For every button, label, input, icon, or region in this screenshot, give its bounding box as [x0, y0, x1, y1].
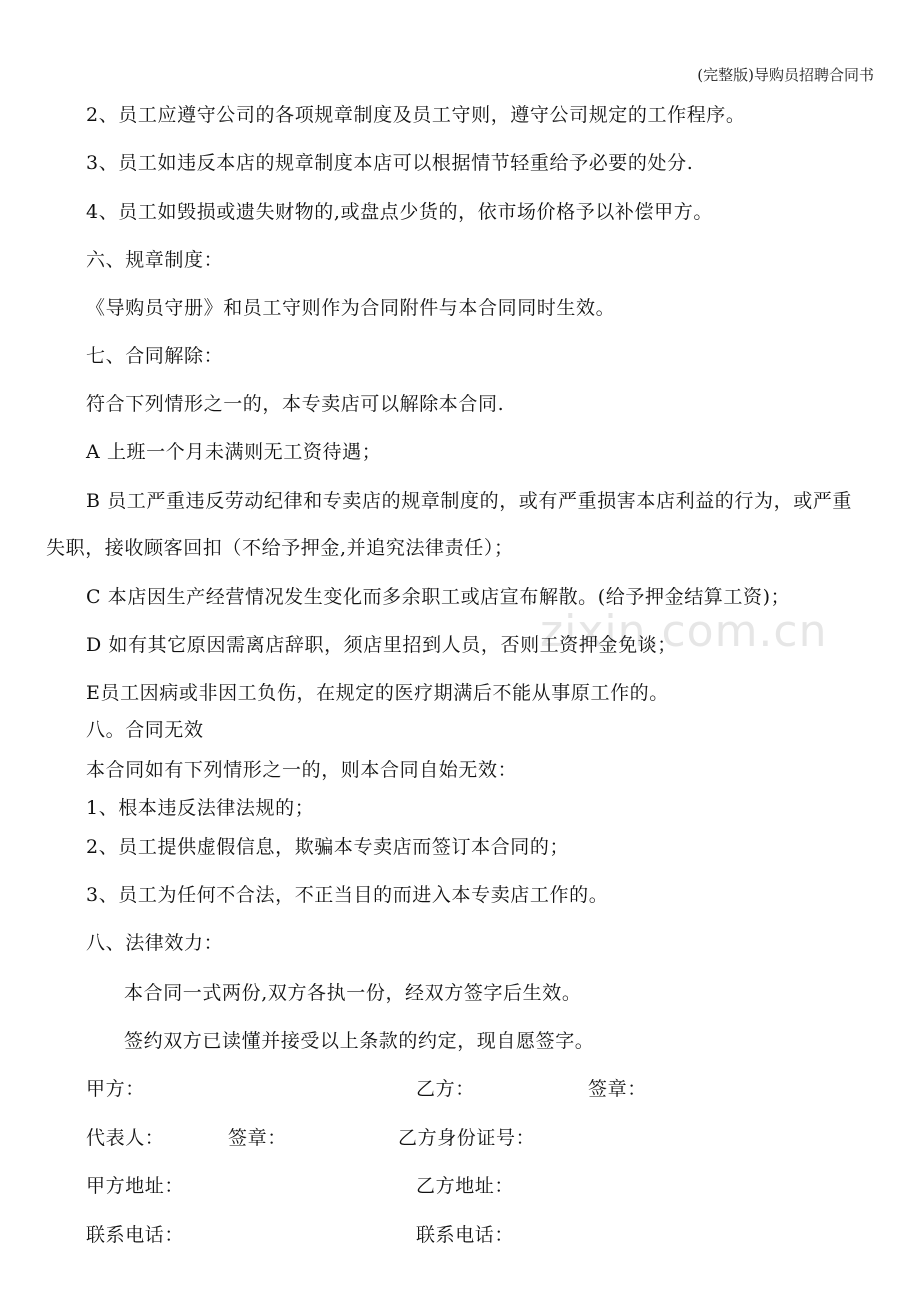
section-heading: 八。合同无效 [86, 719, 204, 741]
clause-line: 《导购员守册》和员工守则作为合同附件与本合同同时生效。 [86, 297, 616, 319]
clause-line: 4、员工如毁损或遗失财物的,或盘点少货的，依市场价格予以补偿甲方。 [86, 201, 713, 223]
party-a-label: 甲方： [86, 1078, 145, 1100]
representative-label: 代表人： [86, 1127, 165, 1149]
clause-line: 1、根本违反法律法规的； [86, 797, 315, 819]
seal-label: 签章： [588, 1078, 647, 1100]
clause-line: 失职，接收顾客回扣（不给予押金,并追究法律责任）； [46, 537, 514, 559]
clause-line: 本合同如有下列情形之一的，则本合同自始无效： [86, 759, 518, 781]
party-b-address-label: 乙方地址： [416, 1175, 515, 1197]
clause-line: 签约双方已读懂并接受以上条款的约定，现自愿签字。 [124, 1030, 595, 1052]
clause-line: D 如有其它原因需离店辞职，须店里招到人员，否则工资押金免谈； [86, 634, 677, 656]
clause-line: A 上班一个月未满则无工资待遇； [86, 441, 382, 463]
section-heading: 七、合同解除： [86, 345, 224, 367]
party-b-label: 乙方： [416, 1078, 475, 1100]
clause-line: 符合下列情形之一的，本专卖店可以解除本合同. [86, 393, 505, 415]
section-heading: 六、规章制度： [86, 249, 224, 271]
clause-line: 本合同一式两份,双方各执一份，经双方签字后生效。 [124, 982, 582, 1004]
clause-line: 2、员工应遵守公司的各项规章制度及员工守则，遵守公司规定的工作程序。 [86, 104, 746, 126]
section-heading: 八、法律效力： [86, 932, 224, 954]
clause-line: 3、员工如违反本店的规章制度本店可以根据情节轻重给予必要的处分. [86, 152, 694, 174]
clause-line: E员工因病或非因工负伤，在规定的医疗期满后不能从事原工作的。 [86, 682, 669, 704]
clause-line: C 本店因生产经营情况发生变化而多余职工或店宣布解散。(给予押金结算工资)； [86, 586, 791, 608]
document-header: (完整版)导购员招聘合同书 [697, 66, 874, 84]
clause-line: B 员工严重违反劳动纪律和专卖店的规章制度的，或有严重损害本店利益的行为，或严重 [86, 490, 853, 512]
seal-label: 签章： [228, 1127, 287, 1149]
party-b-phone-label: 联系电话： [416, 1224, 515, 1246]
clause-line: 3、员工为任何不合法，不正当目的而进入本专卖店工作的。 [86, 884, 609, 906]
watermark: zixin.com.cn [540, 606, 828, 657]
party-a-phone-label: 联系电话： [86, 1224, 185, 1246]
clause-line: 2、员工提供虚假信息，欺骗本专卖店而签订本合同的； [86, 836, 570, 858]
party-b-id-label: 乙方身份证号： [398, 1127, 536, 1149]
party-a-address-label: 甲方地址： [86, 1175, 185, 1197]
